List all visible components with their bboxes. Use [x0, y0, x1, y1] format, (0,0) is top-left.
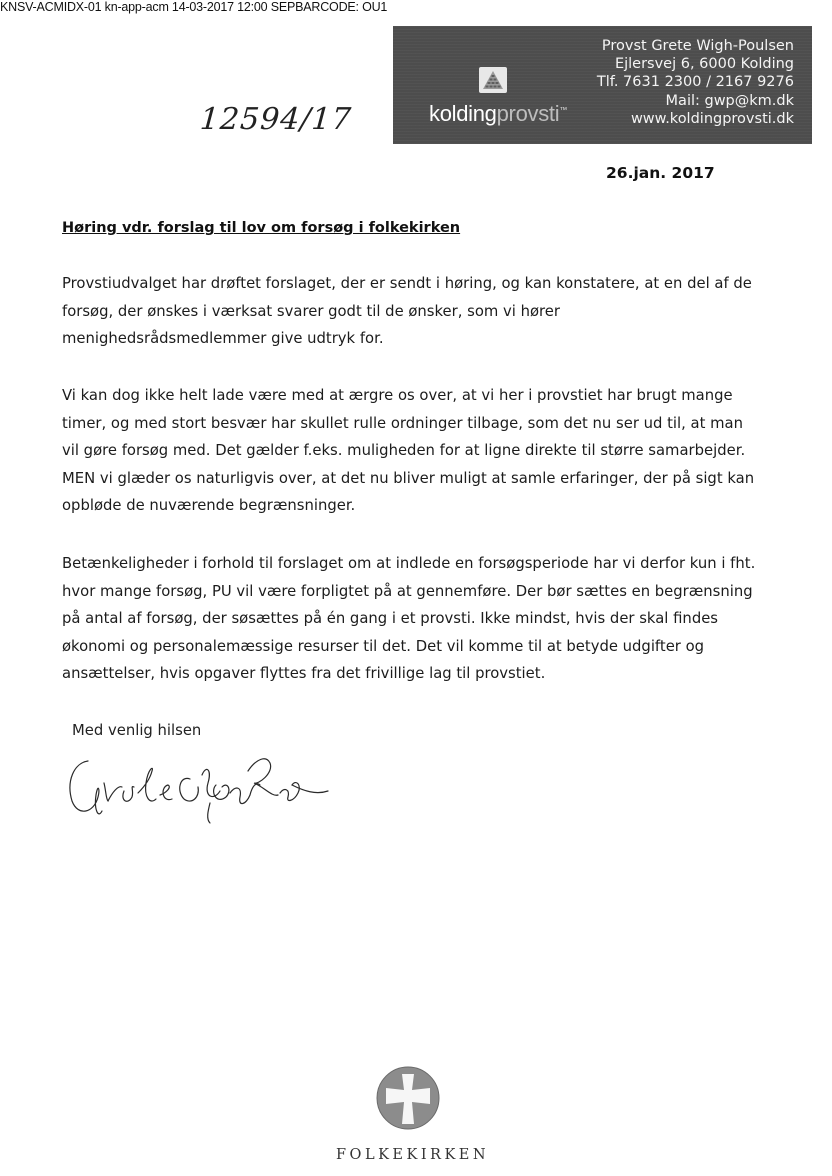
- brand-part-provsti: provsti: [496, 101, 560, 126]
- letterhead-contact: [597, 37, 794, 128]
- paragraph-line: hvor mange forsøg, PU vil være forpligtet på at gennemføre. Der bør sættes en begrænsning: [62, 582, 753, 600]
- paragraph-line: timer, og med stort besvær har skullet rulle ordninger tilbage, som det nu ser ud til, at man: [62, 414, 743, 432]
- paragraph-line: Vi kan dog ikke helt lade være med at ærgre os over, at vi her i provstiet har brugt mange: [62, 387, 733, 404]
- paragraph-line: på antal af forsøg, der søsættes på én gang i et provsti. Ikke mindst, hvis der skal findes: [62, 610, 719, 627]
- paragraph-line: Betænkeligheder i forhold til forslaget om at indlede en forsøgsperiode har vi derfor kun i fht.: [62, 555, 756, 572]
- paragraph-line: økonomi og personalemæssige resurser til det. Det vil komme til at betyde udgifter og: [62, 637, 705, 655]
- letterhead-brand: koldingprovsti™: [429, 101, 568, 126]
- paragraph-3: [62, 550, 792, 688]
- letterhead-line: Tlf. 7631 2300 / 2167 9276: [596, 74, 794, 91]
- closing-salutation: Med venlig hilsen: [72, 722, 202, 739]
- letterhead: [393, 26, 812, 144]
- provsti-logo-icon: [479, 67, 507, 93]
- paragraph-2: [62, 382, 792, 520]
- cross-emblem-icon: [376, 1066, 440, 1130]
- handwritten-signature: [60, 735, 330, 835]
- paragraph-line: opbløde de nuværende begrænsninger.: [62, 497, 356, 514]
- paragraph-line: menighedsrådsmedlemmer give udtryk for.: [62, 330, 384, 347]
- brand-part-kolding: kolding: [429, 101, 497, 126]
- paragraph-line: ansættelser, hvis opgaver flyttes fra det frivillige lag til provstiet.: [62, 665, 546, 682]
- paragraph-1: [62, 270, 792, 353]
- letter-date: 26.jan. 2017: [606, 164, 715, 182]
- handwritten-case-number: 12594/17: [198, 102, 353, 137]
- paragraph-line: Provstiudvalget har drøftet forslaget, der er sendt i høring, og kan konstatere, at en del af de: [62, 275, 752, 292]
- letter-subject: Høring vdr. forslag til lov om forsøg i folkekirken: [62, 220, 461, 236]
- footer-brand: FOLKEKIRKEN: [336, 1147, 490, 1163]
- letterhead-line: Ejlersvej 6, 6000 Kolding: [614, 56, 794, 73]
- paragraph-line: MEN vi glæder os naturligvis over, at det nu bliver muligt at samle erfaringer, der på sigt kan: [62, 469, 755, 487]
- paragraph-line: forsøg, der ønskes i værksat svarer godt til de ønsker, som vi hører: [62, 302, 560, 320]
- letterhead-line: www.koldingprovsti.dk: [630, 110, 794, 127]
- letterhead-line: Provst Grete Wigh-Poulsen: [601, 38, 794, 54]
- letterhead-line: Mail: gwp@km.dk: [665, 92, 794, 109]
- paragraph-line: vil gøre forsøg med. Det gælder f.eks. muligheden for at ligne direkte til større samarbejder.: [62, 442, 746, 459]
- fax-header: KNSV-ACMIDX-01 kn-app-acm 14-03-2017 12:00 SEPBARCODE: OU1: [0, 0, 388, 14]
